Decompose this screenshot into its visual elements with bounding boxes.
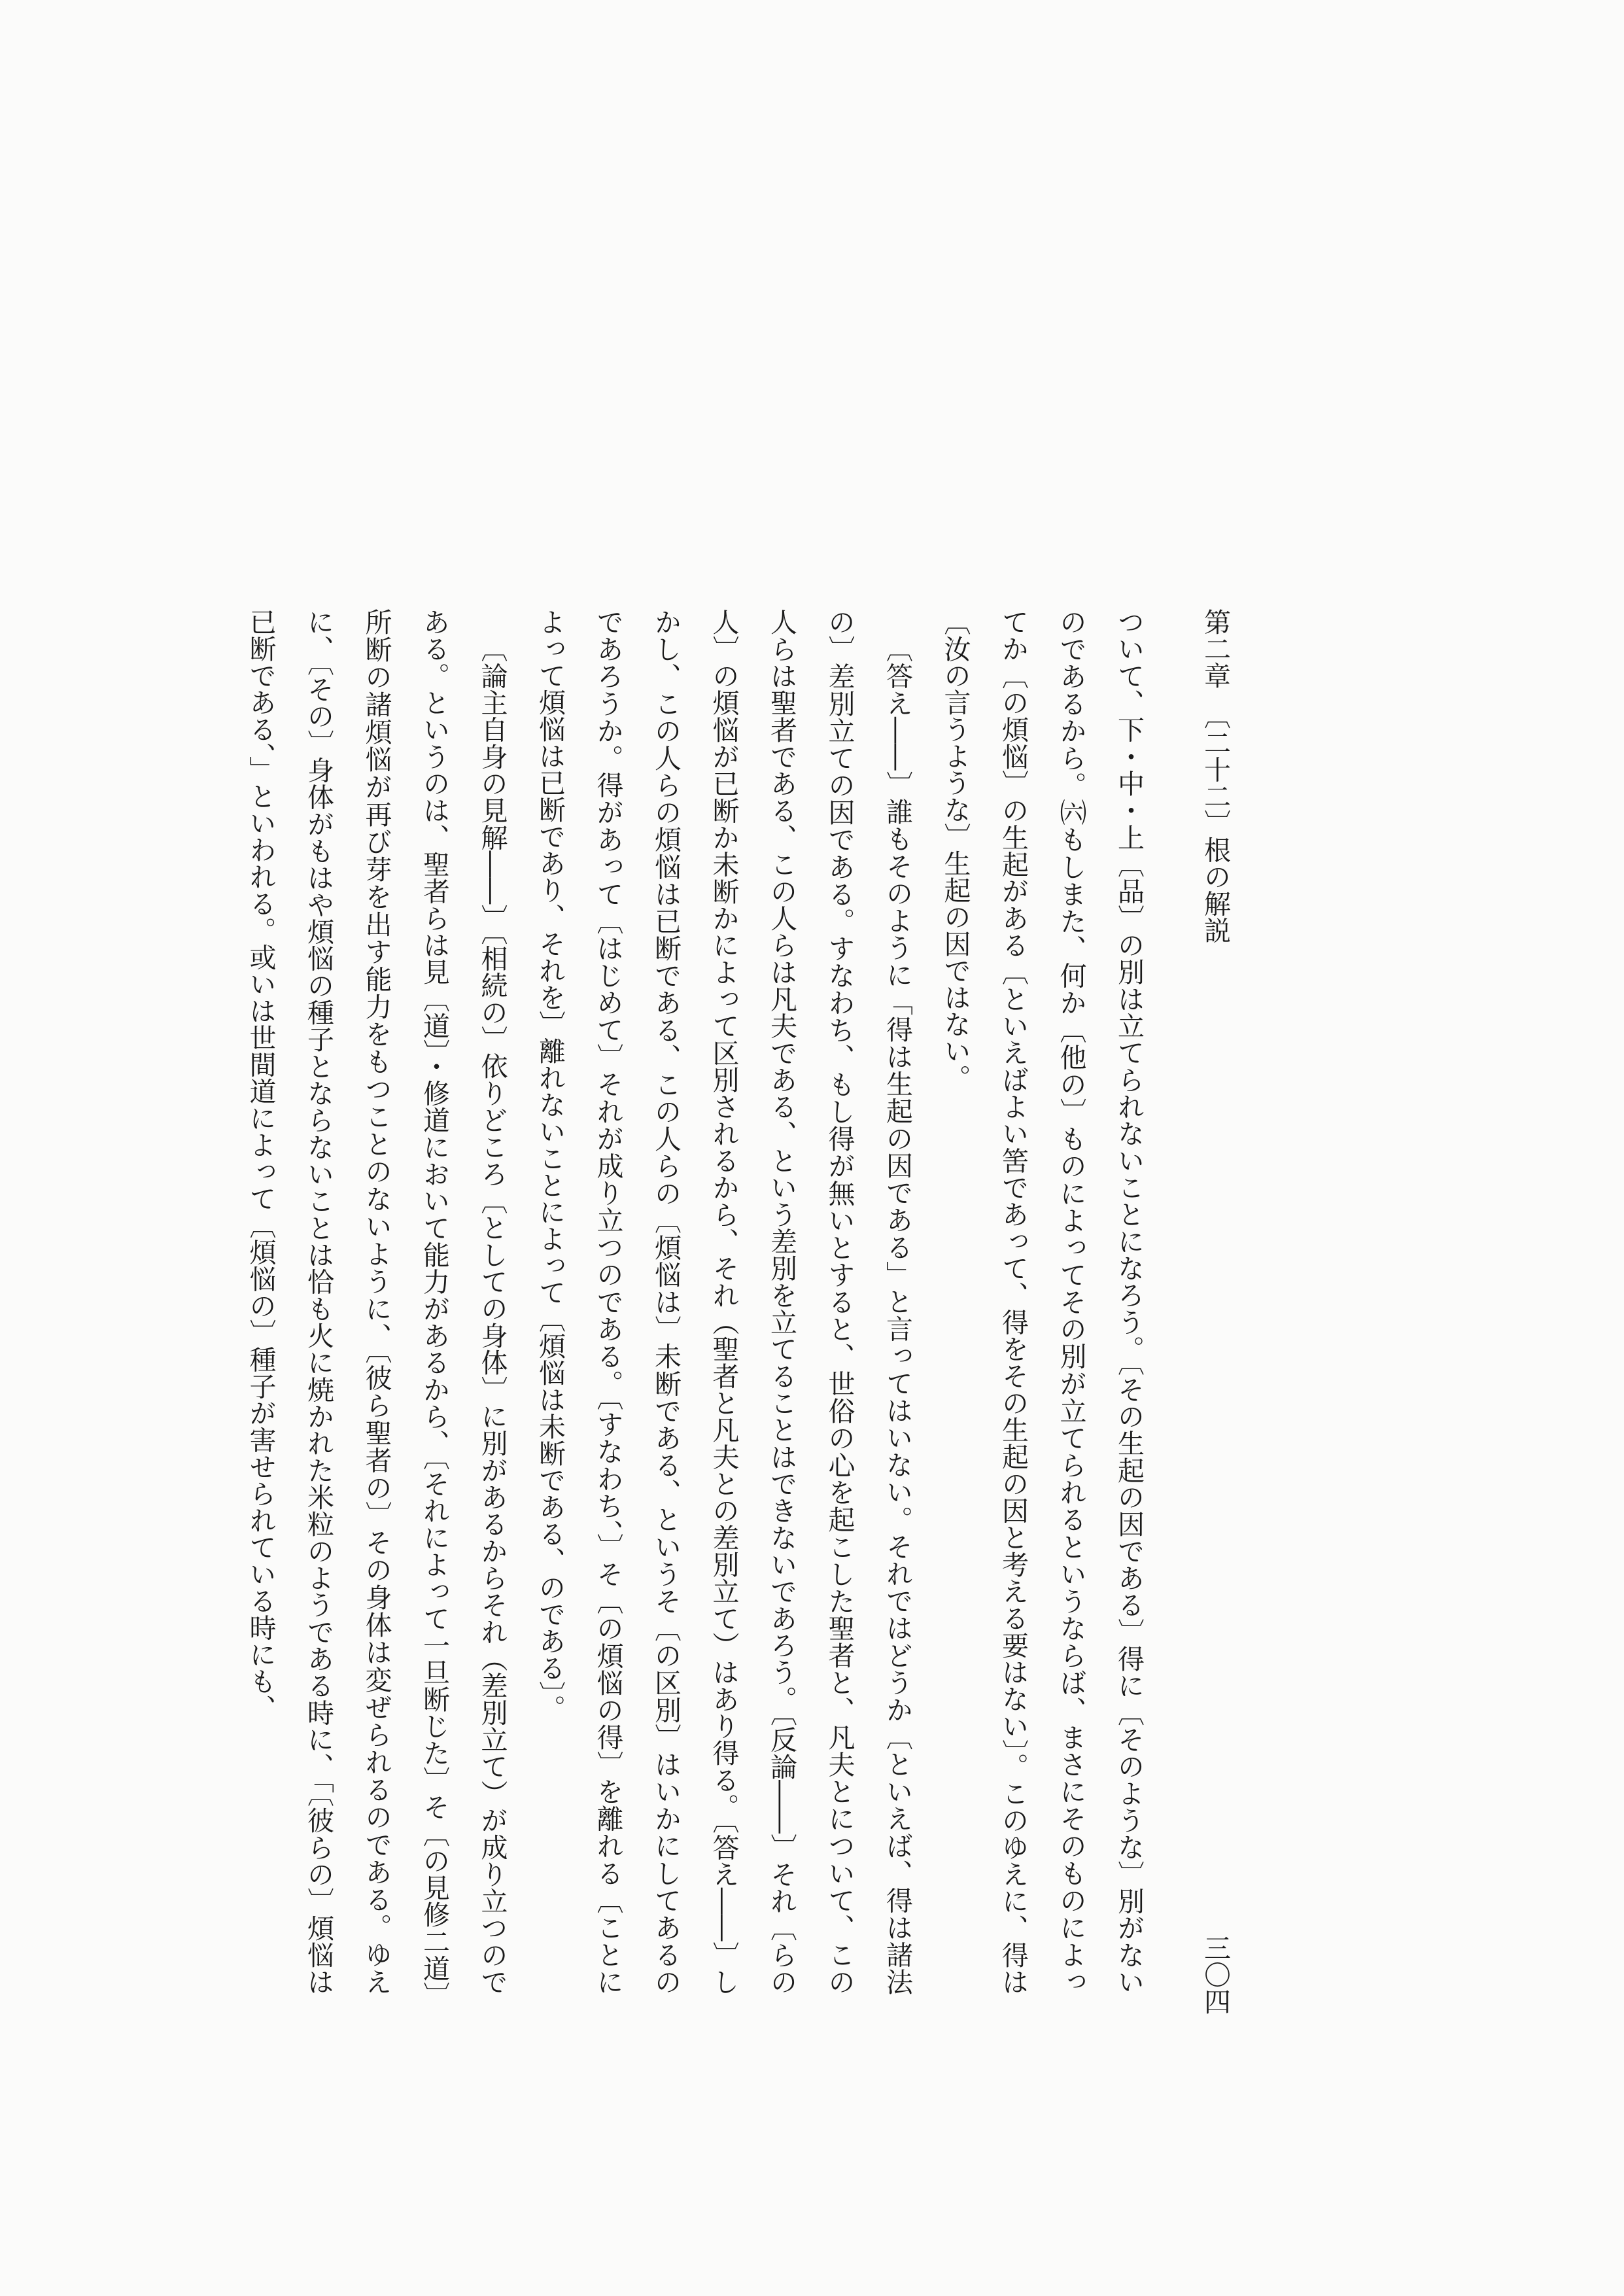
paragraph-1: ついて、下・中・上〔品〕の別は立てられないことになろう。〔その生起の因である〕得に〔そのような〕別がないのであるから。㈥もしまた、何か〔他の〕ものによってその別が立てられるというならば、まさにそのものによってか〔の煩悩〕の生起がある〔といえばよい筈であって、得をその生起の因と考える要はない〕。このゆえに、得は〔汝の言うような〕生起の因ではない。: [939, 608, 1145, 1995]
paragraph-3: 〔論主自身の見解――〕〔相続の〕依りどころ〔としての身体〕に別があるからそれ（差別立て）が成り立つのである。というのは、聖者らは見〔道〕・修道において能力があるから、〔それによって一旦断じた〕そ〔の見修二道〕所断の諸煩悩が再び芽を出す能力をもつことのないように、〔彼ら聖者の〕その身体は変ぜられるのである。ゆえに、〔その〕身体がもはや煩悩の種子とならないことは恰も火に焼かれた米粒のようである時に、「〔彼らの〕煩悩は已断である、」といわれる。或いは世間道によって〔煩悩の〕種子が害せられている時にも、: [245, 608, 508, 1995]
running-header: 第二章 〔二十二〕根の解説: [1200, 608, 1231, 944]
page-number: 三〇四: [1200, 1934, 1231, 2015]
body-text: [235, 608, 1158, 1995]
paragraph-2: 〔答え――〕誰もそのように「得は生起の因である」と言ってはいない。それではどうか〔といえば、得は諸法の〕差別立ての因である。すなわち、もし得が無いとすると、世俗の心を起こした聖者と、凡夫とについて、この人らは聖者である、この人らは凡夫である、という差別を立てることはできないであろう。〔反論――〕それ〔らの人〕の煩悩が已断か未断かによって区別されるから、それ（聖者と凡夫との差別立て）はあり得る。〔答え――〕しかし、この人らの煩悩は已断である、この人らの〔煩悩は〕未断である、というそ〔の区別〕はいかにしてあるのであろうか。得があって〔はじめて〕それが成り立つのである。〔すなわち、〕そ〔の煩悩の得〕を離れる〔ことによって煩悩は已断であり、それを〕離れないことによって〔煩悩は未断である、のである〕。: [534, 608, 913, 1995]
